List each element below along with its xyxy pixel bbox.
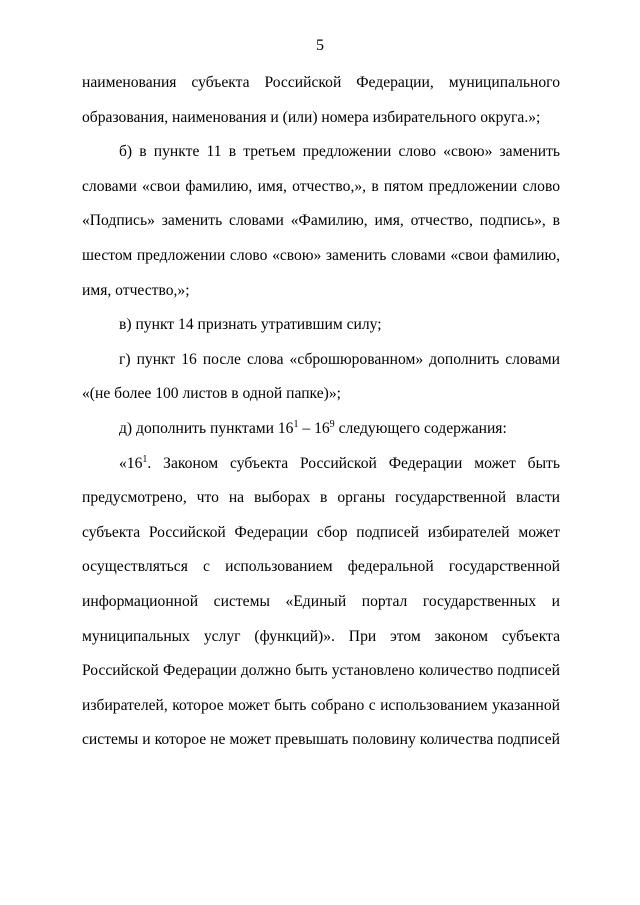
paragraph-continuation: наименования субъекта Российской Федерации, муниципального образования, наименования и (или) номера избирательного округа.»;	[82, 74, 560, 126]
page-number: 5	[316, 37, 324, 54]
paragraph-item-d	[82, 412, 560, 447]
paragraph-item-v: в) пункт 14 признать утратившим силу;	[119, 316, 382, 334]
document-body	[82, 66, 560, 758]
paragraph-point-16-1-prefix: «16	[119, 454, 143, 472]
paragraph-point-16-1-text: . Законом субъекта Российской Федерации может быть предусмотрено, что на выборах в органы государственной власти субъекта Российской Федерации сбор подписей избирателей может осуществляться с использованием федеральной государственной информационной системы «Единый портал государственных и муниципальных услуг (функций)». При этом законом субъекта Российской Федерации должно быть установлено количество подписей избирателей, которое может быть собрано с использованием указанной системы и которое не может превышать половину количества подписей	[82, 454, 560, 749]
paragraph-item-b: б) в пункте 11 в третьем предложении слово «свою» заменить словами «свои фамилию, имя, отчество,», в пятом предложении слово «Подпись» заменить словами «Фамилию, имя, отчество, подпись», в шестом предложении слово «свою» заменить словами «свои фамилию, имя, отчество,»;	[82, 143, 560, 299]
paragraph-point-16-1	[82, 447, 560, 758]
paragraph-item-d-prefix: д) дополнить пунктами 16	[119, 419, 294, 437]
superscript-1: 1	[293, 418, 299, 430]
superscript-1: 1	[142, 453, 148, 465]
paragraph-item-d-middle: – 16	[298, 419, 330, 437]
paragraph-item-g: г) пункт 16 после слова «сброшюрованном» дополнить словами «(не более 100 листов в одной папке)»;	[82, 350, 560, 403]
paragraph-item-d-suffix: следующего содержания:	[334, 419, 507, 437]
superscript-9: 9	[329, 418, 335, 430]
